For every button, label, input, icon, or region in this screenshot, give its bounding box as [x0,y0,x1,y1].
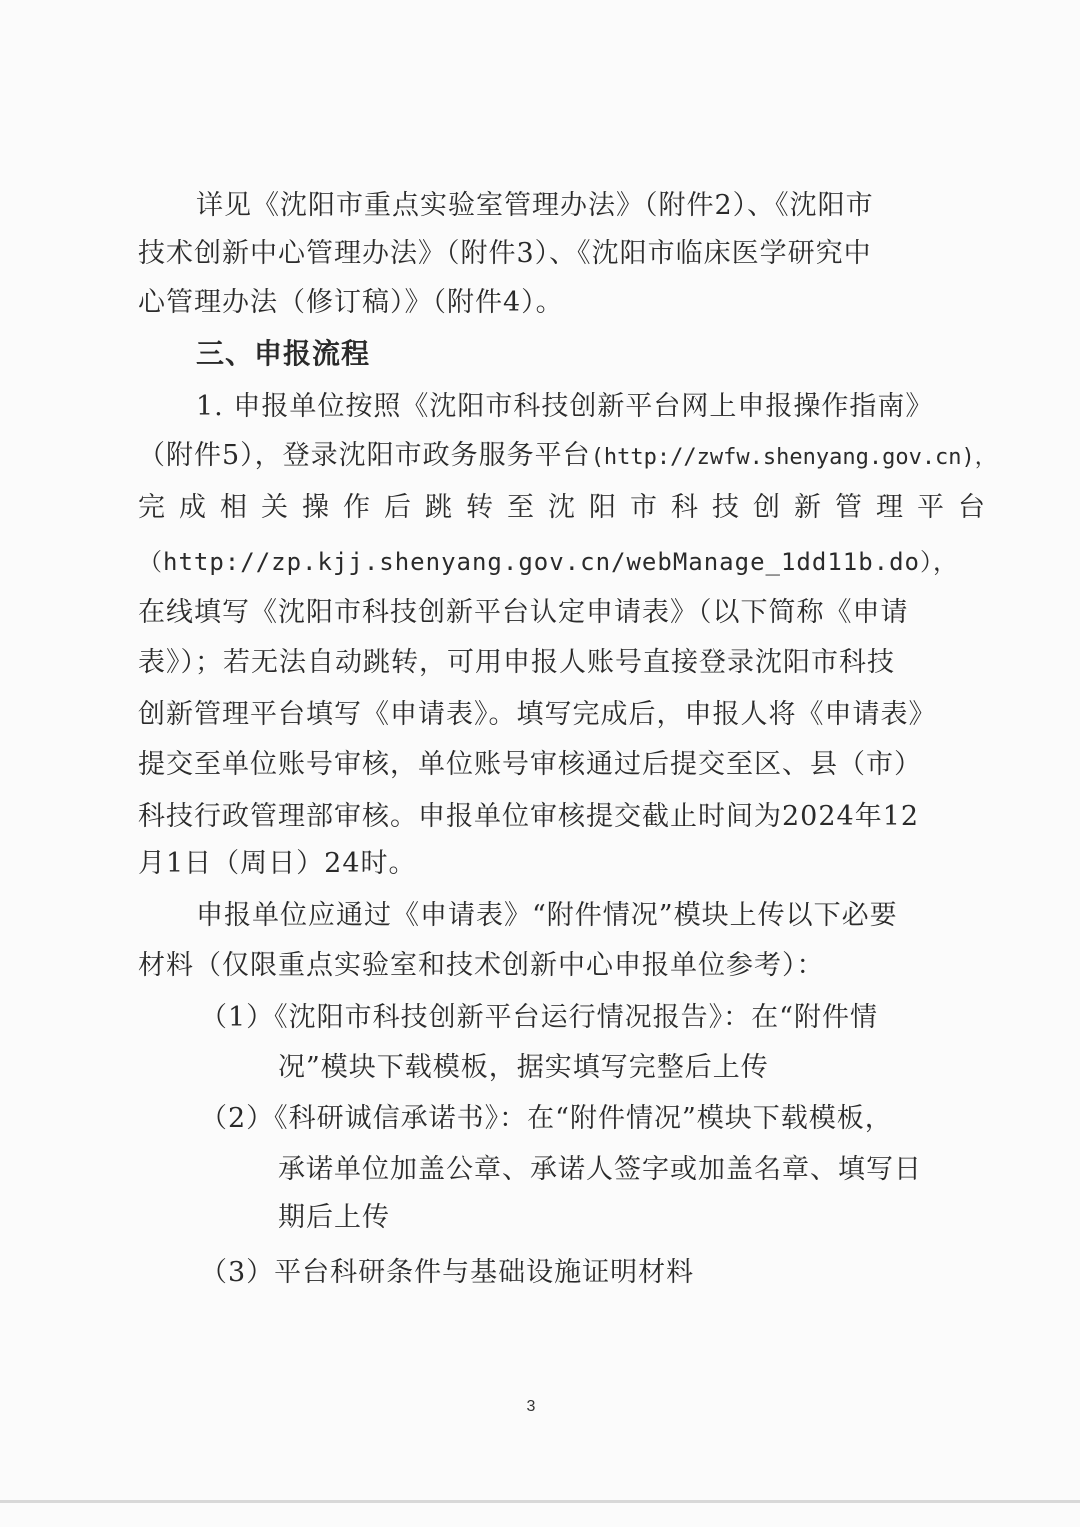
materials-intro-line: 申报单位应通过《申请表》“附件情况”模块上传以下必要 [196,900,898,931]
procedure-line: 创新管理平台填写《申请表》。填写完成后，申报人将《申请表》 [138,699,937,730]
material-item-1-cont: 况”模块下载模板，据实填写完整后上传 [278,1052,769,1083]
paragraph-line: 详见《沈阳市重点实验室管理办法》（附件2）、《沈阳市 [196,190,874,221]
procedure-line: 完成相关操作后跳转至沈阳市科技创新管理平台 [138,492,999,523]
paragraph-line: 技术创新中心管理办法》（附件3）、《沈阳市临床医学研究中 [138,238,872,269]
material-item-2: （2）《科研诚信承诺书》：在“附件情况”模块下载模板， [200,1103,893,1134]
procedure-line [138,438,997,476]
procedure-line: 科技行政管理部审核。申报单位审核提交截止时间为2024年12 [138,801,920,832]
procedure-line: 表》）；若无法自动跳转，可用申报人账号直接登录沈阳市科技 [138,647,895,678]
material-item-1: （1）《沈阳市科技创新平台运行情况报告》：在“附件情 [200,1002,878,1033]
section-heading: 三、申报流程 [196,337,371,370]
procedure-line: 1. 申报单位按照《沈阳市科技创新平台网上申报操作指南》 [196,391,934,422]
paragraph-line: 心管理办法（修订稿）》（附件4）。 [138,287,564,318]
management-url-link[interactable]: （http://zp.kjj.shenyang.gov.cn/webManage_1dd11b.do）， [138,548,959,576]
material-item-3: （3）平台科研条件与基础设施证明材料 [200,1257,695,1288]
procedure-line: 在线填写《沈阳市科技创新平台认定申请表》（以下简称《申请 [138,597,909,628]
scan-edge-divider [0,1500,1080,1503]
page-number: 3 [526,1398,536,1415]
materials-intro-line: 材料（仅限重点实验室和技术创新中心申报单位参考）： [138,950,825,981]
procedure-line: 提交至单位账号审核，单位账号审核通过后提交至区、县（市） [138,749,922,780]
material-item-2-cont: 期后上传 [278,1202,390,1233]
procedure-text: （附件5），登录沈阳市政务服务平台 [138,440,591,471]
procedure-line: 月1日（周日）24时。 [138,848,417,879]
platform-url-link[interactable]: (http://zwfw.shenyang.gov.cn)， [590,445,997,470]
material-item-2-cont: 承诺单位加盖公章、承诺人签字或加盖名章、填写日 [278,1154,922,1185]
